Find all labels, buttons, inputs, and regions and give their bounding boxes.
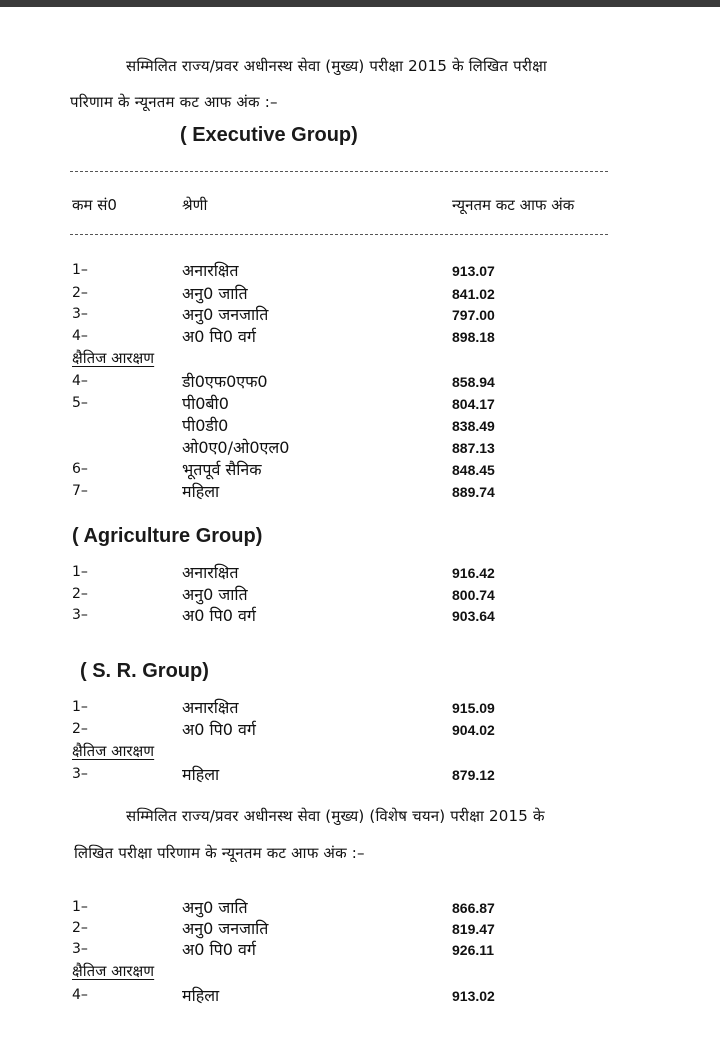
row-serial: 4– — [72, 328, 88, 344]
row-serial: 1– — [72, 899, 88, 915]
row-cutoff: 819.47 — [452, 921, 495, 937]
row-category: अ0 पि0 वर्ग — [182, 606, 256, 625]
row-serial: 2– — [72, 920, 88, 936]
intro-line-1: सम्मिलित राज्य/प्रवर अधीनस्थ सेवा (मुख्य) परीक्षा 2015 के लिखित परीक्षा — [126, 57, 547, 75]
row-category: महिला — [182, 765, 220, 784]
row-serial: 1– — [72, 699, 88, 715]
row-category: अनु0 जनजाति — [182, 919, 269, 938]
row-cutoff: 915.09 — [452, 700, 495, 716]
row-serial: 4– — [72, 373, 88, 389]
row-cutoff: 903.64 — [452, 608, 495, 624]
row-serial: 3– — [72, 607, 88, 623]
row-category: अनु0 जाति — [182, 284, 248, 303]
row-cutoff: 841.02 — [452, 286, 495, 302]
row-cutoff: 898.18 — [452, 329, 495, 345]
row-category: महिला — [182, 482, 220, 501]
row-serial: 4– — [72, 987, 88, 1003]
row-cutoff: 838.49 — [452, 418, 495, 434]
sr-horizontal-reservation-heading: क्षैतिज आरक्षण — [72, 742, 155, 760]
header-serial: कम सं0 — [72, 196, 117, 214]
row-category: पी0बी0 — [182, 394, 229, 413]
special-line-1: सम्मिलित राज्य/प्रवर अधीनस्थ सेवा (मुख्य) (विशेष चयन) परीक्षा 2015 के — [126, 807, 545, 825]
row-category: अ0 पि0 वर्ग — [182, 720, 256, 739]
divider-top — [70, 171, 608, 172]
row-serial: 2– — [72, 586, 88, 602]
row-cutoff: 926.11 — [452, 942, 495, 958]
row-serial: 7– — [72, 483, 88, 499]
row-cutoff: 848.45 — [452, 462, 495, 478]
row-cutoff: 804.17 — [452, 396, 495, 412]
agriculture-group-heading: ( Agriculture Group) — [72, 525, 263, 547]
row-category: पी0डी0 — [182, 416, 229, 435]
row-serial: 1– — [72, 262, 88, 278]
row-cutoff: 866.87 — [452, 900, 495, 916]
intro-line-2: परिणाम के न्यूनतम कट आफ अंक :– — [70, 93, 278, 111]
row-category: महिला — [182, 986, 220, 1005]
row-serial: 3– — [72, 766, 88, 782]
row-category: अनारक्षित — [182, 698, 239, 717]
row-category: अ0 पि0 वर्ग — [182, 327, 256, 346]
row-category: अनु0 जाति — [182, 585, 248, 604]
row-category: अनारक्षित — [182, 261, 239, 280]
row-category: अनु0 जाति — [182, 898, 248, 917]
row-cutoff: 916.42 — [452, 565, 495, 581]
row-cutoff: 800.74 — [452, 587, 495, 603]
row-serial: 3– — [72, 941, 88, 957]
row-category: भूतपूर्व सैनिक — [182, 460, 262, 479]
executive-horizontal-reservation-heading: क्षैतिज आरक्षण — [72, 349, 155, 367]
divider-bottom — [70, 234, 608, 235]
row-cutoff: 797.00 — [452, 307, 495, 323]
row-category: अनारक्षित — [182, 563, 239, 582]
executive-group-heading: ( Executive Group) — [180, 124, 358, 146]
row-category: डी0एफ0एफ0 — [182, 372, 268, 391]
top-bar — [0, 0, 720, 7]
row-cutoff: 879.12 — [452, 767, 495, 783]
header-cutoff: न्यूनतम कट आफ अंक — [452, 196, 575, 214]
row-cutoff: 913.02 — [452, 988, 495, 1004]
special-line-2: लिखित परीक्षा परिणाम के न्यूनतम कट आफ अंक :– — [74, 844, 365, 862]
row-serial: 5– — [72, 395, 88, 411]
row-cutoff: 889.74 — [452, 484, 495, 500]
row-cutoff: 913.07 — [452, 263, 495, 279]
row-serial: 2– — [72, 285, 88, 301]
sr-group-heading: ( S. R. Group) — [80, 660, 209, 682]
header-category: श्रेणी — [182, 196, 208, 214]
row-category: ओ0ए0/ओ0एल0 — [182, 438, 290, 457]
row-category: अ0 पि0 वर्ग — [182, 940, 256, 959]
special-horizontal-reservation-heading: क्षैतिज आरक्षण — [72, 962, 155, 980]
row-cutoff: 858.94 — [452, 374, 495, 390]
row-serial: 1– — [72, 564, 88, 580]
row-serial: 2– — [72, 721, 88, 737]
row-cutoff: 887.13 — [452, 440, 495, 456]
row-serial: 6– — [72, 461, 88, 477]
row-category: अनु0 जनजाति — [182, 305, 269, 324]
row-cutoff: 904.02 — [452, 722, 495, 738]
row-serial: 3– — [72, 306, 88, 322]
